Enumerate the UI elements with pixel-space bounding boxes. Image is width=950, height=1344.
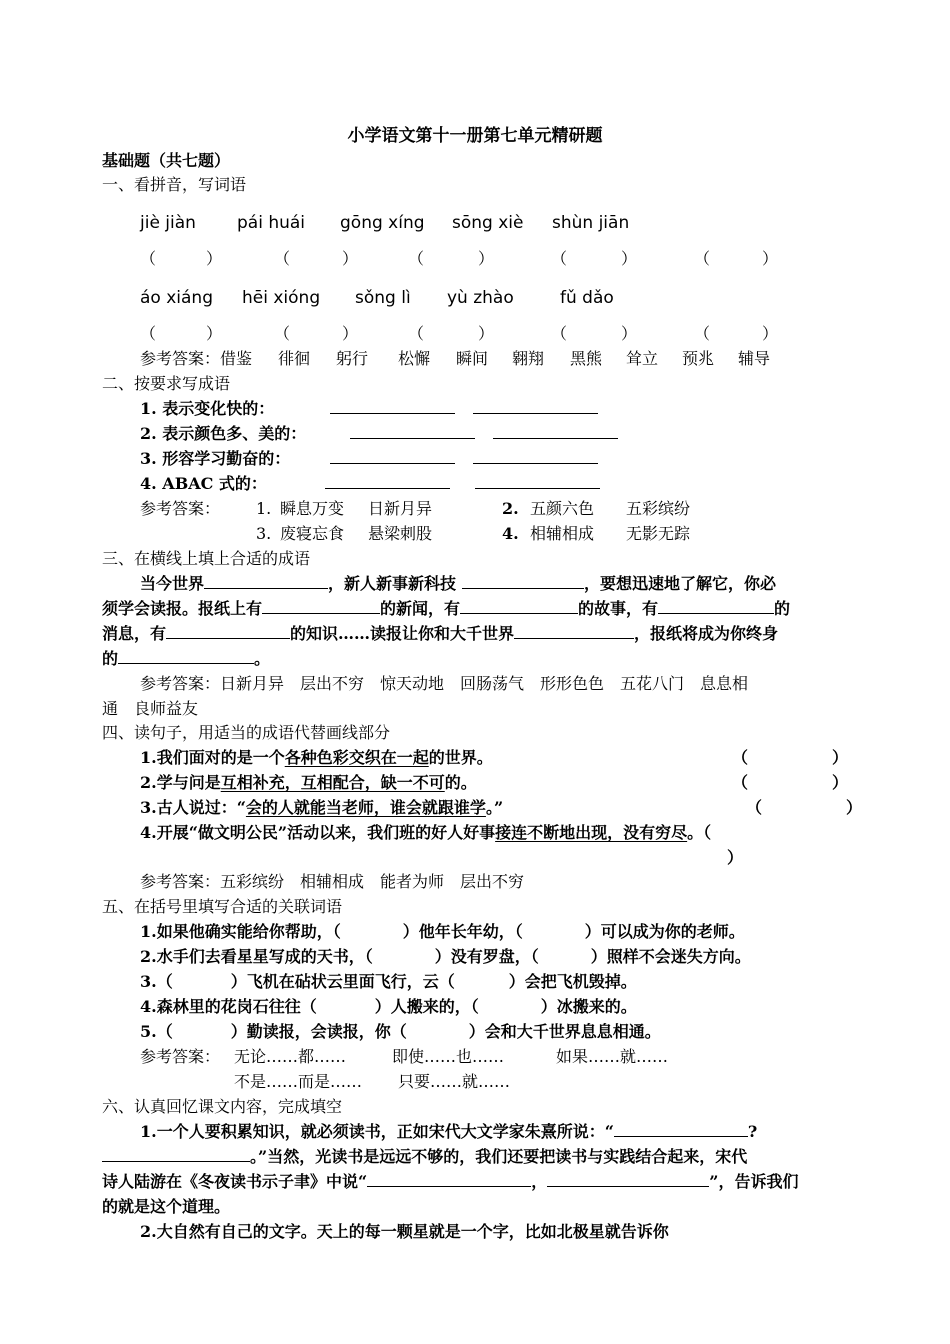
answer-blank[interactable] xyxy=(262,599,380,614)
question-text: 2.水手们去看星星写成的天书，（ xyxy=(140,947,373,966)
connective-q3 xyxy=(140,970,637,994)
underlined-text: 各种色彩交织在一起 xyxy=(284,748,429,767)
fill-text: 1.一个人要积累知识，就必须读书，正如宋代大文学家朱熹所说：“ xyxy=(140,1122,614,1141)
underlined-text: 接连不断地出现，没有穷尽 xyxy=(495,823,688,842)
sentence-4-answer-close: ） xyxy=(727,848,744,867)
sentence-3-answer[interactable] xyxy=(746,796,862,820)
section-2-answers-2 xyxy=(256,522,690,546)
pinyin-item: áo xiáng xyxy=(140,288,213,308)
section-2-heading: 二、按要求写成语 xyxy=(102,374,231,393)
answer-blank[interactable] xyxy=(462,574,584,589)
paren-open: （ xyxy=(274,324,291,343)
pinyin-item: fǔ dǎo xyxy=(560,288,614,308)
pinyin-item: pái huái xyxy=(237,213,306,233)
answer-blank[interactable] xyxy=(547,1172,709,1187)
passage-text: 。 xyxy=(254,649,271,668)
answer-blank[interactable] xyxy=(493,424,618,439)
paren-open: （ xyxy=(732,748,749,767)
answer-blank[interactable] xyxy=(658,599,774,614)
paren-open: （ xyxy=(694,324,711,343)
sentence-text: 。（ xyxy=(687,823,712,842)
paren-open: （ xyxy=(694,249,711,268)
sentence-text: 2.学与问是 xyxy=(140,773,221,792)
paren-close: ） xyxy=(832,748,849,767)
section-1-heading: 一、看拼音，写词语 xyxy=(102,175,247,194)
question-text: ）可以成为你的老师。 xyxy=(584,922,745,941)
answer-num: 2. xyxy=(502,499,519,518)
pinyin-item: hēi xióng xyxy=(242,288,321,308)
passage-line-2 xyxy=(102,597,790,621)
passage-text: ，报纸将成为你终身 xyxy=(634,624,779,643)
section-subtitle: 基础题（共七题） xyxy=(102,151,231,170)
section-5-answers-2 xyxy=(234,1070,510,1094)
answer-num: 1. xyxy=(256,499,272,518)
section-5-answers-1 xyxy=(140,1045,668,1069)
paren-open: （ xyxy=(140,324,157,343)
answer-label: 参考答案： xyxy=(140,1047,221,1066)
sentence-1-answer[interactable] xyxy=(732,746,848,770)
sentence-text: 。” xyxy=(485,798,504,817)
section-4-answers: 参考答案：五彩缤纷 相辅相成 能者为师 层出不穷 xyxy=(140,872,525,891)
paren-close: ） xyxy=(832,773,849,792)
paren-open: （ xyxy=(140,249,157,268)
passage-line-1 xyxy=(140,572,776,596)
paren-close: ） xyxy=(621,324,638,343)
answer-word: 无论……都…… xyxy=(234,1047,347,1066)
question-text: ）没有罗盘，（ xyxy=(434,947,539,966)
answer-blank[interactable] xyxy=(166,624,290,639)
question-text: ）勤读报，会读报，你（ xyxy=(230,1022,407,1041)
prompt-text: 1. 表示变化快的： xyxy=(140,399,275,418)
sentence-2 xyxy=(140,771,477,795)
paren-close: ） xyxy=(342,249,359,268)
answer-blank[interactable] xyxy=(367,1172,531,1187)
underlined-text: 互相补充，互相配合，缺一不可 xyxy=(220,773,445,792)
paren-close: ） xyxy=(206,324,223,343)
paren-open: （ xyxy=(551,324,568,343)
sentence-text: 的世界。 xyxy=(428,748,493,767)
answer-blank[interactable] xyxy=(330,399,455,414)
pinyin-item: shùn jiān xyxy=(552,213,630,233)
answer-blank[interactable] xyxy=(473,449,598,464)
paren-open: （ xyxy=(408,249,425,268)
answer-blank[interactable] xyxy=(475,474,600,489)
answer-blank[interactable] xyxy=(204,574,328,589)
idiom-prompt-4 xyxy=(140,472,600,496)
connective-q1 xyxy=(140,920,745,944)
answer-word: 五彩缤纷 xyxy=(626,499,691,518)
fill-text: ? xyxy=(747,1122,758,1141)
section-1-answers xyxy=(140,347,770,371)
connective-q4 xyxy=(140,995,637,1019)
sentence-1 xyxy=(140,746,493,770)
paren-close: ） xyxy=(478,249,495,268)
passage-text: 的 xyxy=(102,649,119,668)
connective-q5 xyxy=(140,1020,661,1044)
sentence-3 xyxy=(140,796,503,820)
fill-line-2 xyxy=(102,1145,747,1169)
fill-text: 。”当然，光读书是远远不够的，我们还要把读书与实践结合起来，宋代 xyxy=(250,1147,748,1166)
pinyin-row-2 xyxy=(140,286,614,310)
answer-word: 瞬息万变 xyxy=(280,499,345,518)
answer-word: 辅导 xyxy=(738,349,771,368)
paren-open: （ xyxy=(746,798,763,817)
answer-parens-row-2 xyxy=(140,322,778,346)
answer-parens-row-1 xyxy=(140,247,778,271)
prompt-text: 2. 表示颜色多、美的： xyxy=(140,424,307,443)
answer-num: 4. xyxy=(502,524,519,543)
answer-blank[interactable] xyxy=(325,474,450,489)
answer-blank[interactable] xyxy=(118,649,254,664)
paren-close: ） xyxy=(846,798,863,817)
pinyin-item: yù zhào xyxy=(447,288,514,308)
passage-text: 须学会读报。报纸上有 xyxy=(102,599,263,618)
sentence-text: 4.开展“做文明公民”活动以来，我们班的好人好事 xyxy=(140,823,496,842)
question-text: 3.（ xyxy=(140,972,173,991)
passage-line-3 xyxy=(102,622,778,646)
question-text: ）会和大千世界息息相通。 xyxy=(468,1022,661,1041)
answer-blank[interactable] xyxy=(514,624,634,639)
answer-word: 黑熊 xyxy=(570,349,603,368)
paren-close: ） xyxy=(478,324,495,343)
fill-line-4: 的就是这个道理。 xyxy=(102,1197,231,1216)
answer-word: 徘徊 xyxy=(278,349,311,368)
fill-text: 诗人陆游在《冬夜读书示子聿》中说“ xyxy=(102,1172,368,1191)
prompt-text: 4. ABAC 式的： xyxy=(140,474,267,493)
connective-q2 xyxy=(140,945,751,969)
answer-word: 无影无踪 xyxy=(626,524,691,543)
sentence-text: 1.我们面对的是一个 xyxy=(140,748,285,767)
passage-text: 的新闻，有 xyxy=(380,599,461,618)
answer-word: 借鉴 xyxy=(220,349,253,368)
sentence-text: 的。 xyxy=(444,773,477,792)
passage-text: ，要想迅速地了解它，你必 xyxy=(584,574,777,593)
prompt-text: 3. 形容学习勤奋的： xyxy=(140,449,291,468)
page-title: 小学语文第十一册第七单元精研题 xyxy=(347,126,603,146)
answer-word: 相辅相成 xyxy=(530,524,595,543)
paren-open: （ xyxy=(732,773,749,792)
answer-word: 瞬间 xyxy=(456,349,489,368)
answer-word: 松懈 xyxy=(398,349,431,368)
question-text: ）他年长年幼，（ xyxy=(402,922,523,941)
answer-blank[interactable] xyxy=(330,449,455,464)
sentence-text: 3.古人说过：“ xyxy=(140,798,246,817)
section-4-heading: 四、读句子，用适当的成语代替画线部分 xyxy=(102,723,391,742)
answer-word: 即使……也…… xyxy=(392,1047,505,1066)
pinyin-row-1 xyxy=(140,211,629,235)
question-text: ）人搬来的，（ xyxy=(374,997,479,1016)
section-2-answers-1 xyxy=(140,497,690,521)
fill-line-3 xyxy=(102,1170,798,1194)
passage-text: ，新人新事新科技 xyxy=(328,574,457,593)
paren-close: ） xyxy=(206,249,223,268)
fill-text: ”，告诉我们 xyxy=(709,1172,799,1191)
pinyin-item: jiè jiàn xyxy=(140,213,196,233)
answer-blank[interactable] xyxy=(350,424,475,439)
section-6-heading: 六、认真回忆课文内容，完成填空 xyxy=(102,1097,343,1116)
question-text: ）冰搬来的。 xyxy=(540,997,637,1016)
passage-text: 的知识……读报让你和大千世界 xyxy=(290,624,515,643)
answer-word: 废寝忘食 xyxy=(280,524,345,543)
sentence-2-answer[interactable] xyxy=(732,771,848,795)
section-3-answers-1: 参考答案：日新月异 层出不穷 惊天动地 回肠荡气 形形色色 五花八门 息息相 xyxy=(140,674,749,693)
idiom-prompt-1 xyxy=(140,397,598,421)
question-text: ）照样不会迷失方向。 xyxy=(590,947,751,966)
answer-blank[interactable] xyxy=(473,399,598,414)
answer-word: 只要……就…… xyxy=(398,1072,511,1091)
answer-word: 如果……就…… xyxy=(556,1047,669,1066)
answer-word: 不是……而是…… xyxy=(234,1072,363,1091)
passage-text: 的故事，有 xyxy=(578,599,659,618)
idiom-prompt-3 xyxy=(140,447,598,471)
paren-open: （ xyxy=(551,249,568,268)
answer-word: 日新月异 xyxy=(368,499,433,518)
underlined-text: 会的人就能当老师，谁会就跟谁学 xyxy=(245,798,486,817)
paren-open: （ xyxy=(408,324,425,343)
section-3-answers-2: 通 良师益友 xyxy=(102,699,199,718)
passage-line-4 xyxy=(102,647,270,671)
paren-close: ） xyxy=(762,324,779,343)
pinyin-item: gōng xíng xyxy=(340,213,425,233)
answer-blank[interactable] xyxy=(102,1147,250,1162)
paren-close: ） xyxy=(762,249,779,268)
answer-word: 翱翔 xyxy=(512,349,545,368)
sentence-4 xyxy=(140,821,711,845)
fill-line-1 xyxy=(140,1120,757,1144)
fill-line-5: 2.大自然有自己的文字。天上的每一颗星就是一个字，比如北极星就告诉你 xyxy=(140,1222,669,1241)
passage-text: 当今世界 xyxy=(140,574,205,593)
answer-word: 耸立 xyxy=(626,349,659,368)
answer-word: 五颜六色 xyxy=(530,499,595,518)
answer-label: 参考答案： xyxy=(140,349,221,368)
paren-close: ） xyxy=(621,249,638,268)
paren-open: （ xyxy=(274,249,291,268)
section-5-heading: 五、在括号里填写合适的关联词语 xyxy=(102,897,343,916)
section-3-heading: 三、在横线上填上合适的成语 xyxy=(102,549,311,568)
answer-word: 预兆 xyxy=(682,349,715,368)
idiom-prompt-2 xyxy=(140,422,618,446)
pinyin-item: sǒng lì xyxy=(355,288,411,308)
passage-text: 的 xyxy=(774,599,791,618)
passage-text: 消息，有 xyxy=(102,624,167,643)
answer-word: 悬梁刺股 xyxy=(368,524,433,543)
fill-text: ， xyxy=(531,1172,548,1191)
answer-word: 躬行 xyxy=(336,349,369,368)
question-text: ）会把飞机毁掉。 xyxy=(508,972,637,991)
answer-blank[interactable] xyxy=(460,599,578,614)
question-text: 5.（ xyxy=(140,1022,173,1041)
question-text: 4.森林里的花岗石往往（ xyxy=(140,997,317,1016)
paren-close: ） xyxy=(342,324,359,343)
question-text: 1.如果他确实能给你帮助，（ xyxy=(140,922,341,941)
answer-num: 3. xyxy=(256,524,272,543)
pinyin-item: sōng xiè xyxy=(452,213,524,233)
question-text: ）飞机在砧状云里面飞行，云（ xyxy=(230,972,455,991)
answer-blank[interactable] xyxy=(614,1122,748,1137)
answer-label: 参考答案： xyxy=(140,499,221,518)
